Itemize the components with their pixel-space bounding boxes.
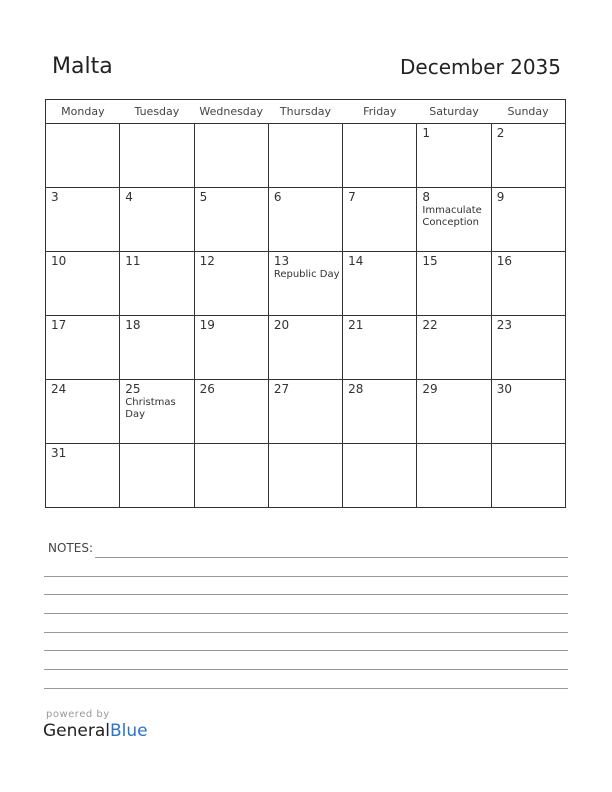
day-number: 9 bbox=[496, 190, 505, 204]
day-number: 30 bbox=[496, 382, 512, 396]
day-number: 18 bbox=[125, 318, 141, 332]
calendar-day-cell[interactable] bbox=[491, 316, 565, 380]
calendar-day-cell[interactable] bbox=[268, 188, 342, 252]
day-number: 8 bbox=[422, 190, 431, 204]
calendar-day-cell[interactable] bbox=[268, 252, 342, 316]
weekday-tuesday: Tuesday bbox=[120, 100, 194, 124]
calendar-day-cell[interactable] bbox=[46, 252, 120, 316]
weekday-header-row bbox=[46, 100, 566, 124]
calendar-day-cell[interactable] bbox=[417, 380, 491, 444]
calendar-day-cell[interactable] bbox=[491, 252, 565, 316]
weekday-wednesday: Wednesday bbox=[194, 100, 268, 124]
calendar-week-row bbox=[46, 252, 566, 316]
calendar-day-cell[interactable] bbox=[194, 188, 268, 252]
calendar-grid bbox=[45, 99, 566, 508]
calendar-day-cell[interactable] bbox=[343, 316, 417, 380]
calendar-day-cell[interactable] bbox=[120, 316, 194, 380]
holiday-label: Republic Day bbox=[273, 269, 340, 280]
day-number: 22 bbox=[422, 318, 438, 332]
calendar-day-cell[interactable] bbox=[194, 380, 268, 444]
calendar-day-cell[interactable] bbox=[46, 124, 120, 188]
day-number: 5 bbox=[199, 190, 208, 204]
notes-line bbox=[95, 557, 568, 558]
day-number: 3 bbox=[51, 190, 59, 204]
calendar-week-row bbox=[46, 316, 566, 380]
day-number: 11 bbox=[125, 254, 141, 268]
weekday-monday: Monday bbox=[46, 100, 120, 124]
brand-general: General bbox=[43, 721, 110, 741]
day-number: 19 bbox=[199, 318, 215, 332]
day-number: 26 bbox=[199, 382, 215, 396]
notes-line bbox=[44, 688, 568, 689]
day-number: 23 bbox=[496, 318, 512, 332]
calendar-month-year: December 2035 bbox=[400, 55, 561, 79]
calendar-day-cell[interactable] bbox=[491, 124, 565, 188]
weekday-friday: Friday bbox=[343, 100, 417, 124]
calendar-week-row bbox=[46, 124, 566, 188]
weekday-saturday: Saturday bbox=[417, 100, 491, 124]
calendar-week-row bbox=[46, 444, 566, 508]
notes-line bbox=[44, 613, 568, 614]
calendar-day-cell[interactable] bbox=[194, 444, 268, 508]
calendar-day-cell[interactable] bbox=[268, 444, 342, 508]
calendar-day-cell[interactable] bbox=[46, 380, 120, 444]
weekday-thursday: Thursday bbox=[268, 100, 342, 124]
day-number: 6 bbox=[273, 190, 282, 204]
calendar-country: Malta bbox=[52, 54, 113, 79]
calendar-day-cell[interactable] bbox=[268, 380, 342, 444]
day-number: 12 bbox=[199, 254, 215, 268]
day-number: 20 bbox=[273, 318, 290, 332]
notes-line bbox=[44, 669, 568, 670]
notes-line bbox=[44, 576, 568, 577]
notes-line bbox=[44, 650, 568, 651]
calendar-day-cell[interactable] bbox=[120, 444, 194, 508]
calendar-day-cell[interactable] bbox=[194, 124, 268, 188]
calendar-day-cell[interactable] bbox=[491, 444, 565, 508]
day-number: 28 bbox=[348, 382, 364, 396]
calendar-day-cell[interactable] bbox=[120, 252, 194, 316]
calendar-week-row bbox=[46, 188, 566, 252]
calendar-day-cell[interactable] bbox=[343, 380, 417, 444]
calendar-day-cell[interactable] bbox=[46, 444, 120, 508]
holiday-label: Christmas Day bbox=[125, 397, 176, 420]
calendar-day-cell[interactable] bbox=[194, 252, 268, 316]
calendar-day-cell[interactable] bbox=[46, 188, 120, 252]
calendar-day-cell[interactable] bbox=[417, 444, 491, 508]
calendar-day-cell[interactable] bbox=[417, 316, 491, 380]
day-number: 24 bbox=[51, 382, 67, 396]
day-number: 2 bbox=[496, 126, 505, 140]
day-number: 31 bbox=[51, 446, 67, 460]
calendar-day-cell[interactable] bbox=[268, 316, 342, 380]
day-number: 21 bbox=[348, 318, 364, 332]
calendar-day-cell[interactable] bbox=[120, 124, 194, 188]
notes-label: NOTES: bbox=[48, 541, 93, 555]
powered-by-text: powered by bbox=[46, 709, 110, 720]
day-number: 1 bbox=[422, 126, 431, 140]
calendar-day-cell[interactable] bbox=[194, 316, 268, 380]
calendar-day-cell[interactable] bbox=[417, 188, 491, 252]
day-number: 27 bbox=[273, 382, 290, 396]
day-number: 17 bbox=[51, 318, 67, 332]
day-number: 15 bbox=[422, 254, 438, 268]
day-number: 7 bbox=[348, 190, 356, 204]
calendar-day-cell[interactable] bbox=[46, 316, 120, 380]
calendar-day-cell[interactable] bbox=[120, 188, 194, 252]
calendar-day-cell[interactable] bbox=[417, 124, 491, 188]
calendar-day-cell[interactable] bbox=[343, 444, 417, 508]
notes-line bbox=[44, 632, 568, 633]
calendar-day-cell[interactable] bbox=[343, 188, 417, 252]
day-number: 29 bbox=[422, 382, 438, 396]
calendar-day-cell[interactable] bbox=[268, 124, 342, 188]
brand-blue: Blue bbox=[110, 721, 148, 741]
day-number: 14 bbox=[348, 254, 364, 268]
brand-logo[interactable] bbox=[43, 721, 148, 741]
day-number: 25 bbox=[125, 382, 141, 396]
calendar-day-cell[interactable] bbox=[491, 188, 565, 252]
calendar-day-cell[interactable] bbox=[417, 252, 491, 316]
weekday-sunday: Sunday bbox=[491, 100, 565, 124]
day-number: 4 bbox=[125, 190, 133, 204]
day-number: 16 bbox=[496, 254, 512, 268]
calendar-week-row bbox=[46, 380, 566, 444]
day-number: 10 bbox=[51, 254, 67, 268]
holiday-label: Immaculate Conception bbox=[422, 205, 482, 228]
calendar-day-cell[interactable] bbox=[120, 380, 194, 444]
calendar-day-cell[interactable] bbox=[343, 252, 417, 316]
calendar-day-cell[interactable] bbox=[343, 124, 417, 188]
notes-line bbox=[44, 594, 568, 595]
day-number: 13 bbox=[273, 254, 290, 268]
calendar-day-cell[interactable] bbox=[491, 380, 565, 444]
